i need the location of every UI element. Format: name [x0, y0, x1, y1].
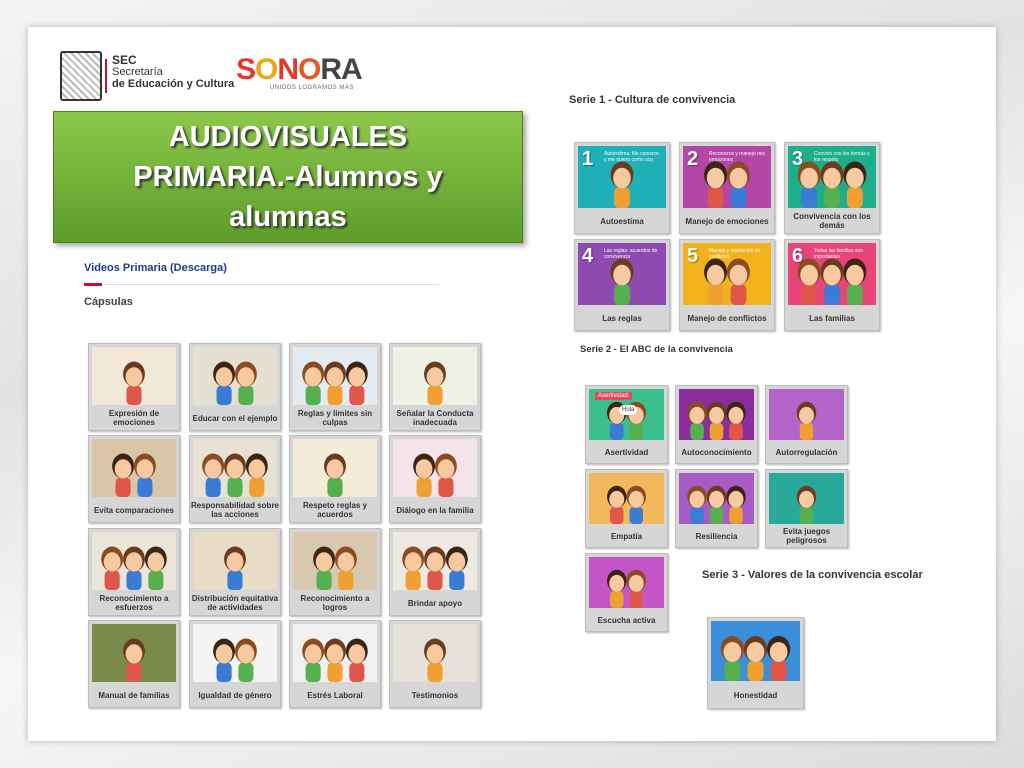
thumbnail-illustration [193, 532, 277, 590]
thumbnail [683, 243, 771, 305]
serie2-tile[interactable] [765, 385, 848, 464]
thumbnail-illustration [293, 439, 377, 497]
tile-label: Manejo de emociones [685, 216, 769, 226]
tile-label: Manejo de conflictos [687, 313, 767, 323]
thumbnail-illustration [393, 532, 477, 590]
capsula-tile[interactable] [289, 343, 381, 431]
thumbnail-illustration [769, 389, 844, 440]
episode-tagline: Manejo y resolución de conflictos [709, 248, 761, 260]
capsula-tile[interactable] [289, 528, 381, 616]
serie2-tile[interactable] [675, 469, 758, 548]
thumbnail-illustration [589, 557, 664, 608]
thumbnail [679, 473, 754, 524]
thumbnail-illustration [679, 473, 754, 524]
divider [84, 284, 439, 285]
slide [28, 27, 996, 741]
thumbnail [393, 347, 477, 405]
tile-label: Las reglas [602, 313, 642, 323]
episode-tagline: Reconozco y manejo mis emociones [709, 151, 765, 163]
thumbnail [578, 243, 666, 305]
thumbnail-illustration [92, 439, 176, 497]
serie1-tile[interactable] [574, 142, 670, 234]
thumbnail [788, 146, 876, 208]
episode-number: 1 [582, 148, 594, 170]
episode-number: 6 [792, 245, 804, 267]
title-line-1: AUDIOVISUALES [168, 121, 408, 153]
tile-label: Responsabilidad sobre las acciones [190, 501, 280, 519]
tile-label: Diálogo en la familia [396, 505, 474, 515]
tile-label: Igualdad de género [198, 690, 272, 700]
title-line-2: PRIMARIA.-Alumnos y [133, 161, 443, 193]
thumbnail [769, 389, 844, 440]
thumbnail [393, 439, 477, 497]
title-banner [53, 111, 523, 243]
tile-label: Testimonios [411, 690, 459, 700]
thumbnail-illustration [679, 389, 754, 440]
thumbnail-illustration [293, 532, 377, 590]
capsula-tile[interactable] [289, 620, 381, 708]
capsula-tile[interactable] [88, 620, 180, 708]
tile-label: Convivencia con los demás [793, 212, 871, 230]
speech-bubble: Hola [619, 405, 637, 415]
tile-label: Honestidad [733, 690, 778, 700]
serie2-tile[interactable] [585, 553, 668, 632]
thumbnail [293, 347, 377, 405]
tile-label: Reconocimiento a esfuerzos [99, 594, 169, 612]
thumbnail-illustration [711, 621, 800, 681]
sonora-tagline: UNIDOS LOGRAMOS MÁS [270, 85, 354, 91]
thumbnail-illustration [193, 624, 277, 682]
tile-label: Resiliencia [695, 531, 738, 541]
capsula-tile[interactable] [289, 435, 381, 523]
thumbnail-illustration [193, 347, 277, 405]
tile-label: Autorregulación [775, 447, 838, 457]
active-indicator [84, 283, 102, 286]
thumbnail-illustration [293, 347, 377, 405]
videos-primaria-link[interactable]: Videos Primaria (Descarga) [84, 262, 227, 274]
serie3-heading: Serie 3 - Valores de la convivencia escolar [702, 569, 923, 581]
sec-logo-text: SEC Secretaría de Educación y Cultura [112, 53, 235, 90]
capsulas-heading: Cápsulas [84, 296, 133, 308]
serie2-tile[interactable] [585, 385, 668, 464]
thumbnail [589, 557, 664, 608]
thumbnail-illustration [92, 347, 176, 405]
thumbnail [788, 243, 876, 305]
thumbnail [589, 473, 664, 524]
tile-label: Evita comparaciones [93, 505, 175, 515]
logo-divider [105, 59, 107, 93]
tile-label: Brindar apoyo [407, 598, 463, 608]
thumbnail-illustration [193, 439, 277, 497]
thumbnail [193, 624, 277, 682]
capsula-tile[interactable] [389, 620, 481, 708]
tile-label: Autoestima [600, 216, 644, 226]
thumbnail-illustration [92, 624, 176, 682]
thumbnail [769, 473, 844, 524]
capsula-tile[interactable] [189, 528, 281, 616]
thumbnail [193, 439, 277, 497]
tile-label: Reglas y límites sin culpas [297, 409, 373, 427]
tile-label: Asertividad [604, 447, 649, 457]
tile-label: Distribución equitativa de actividades [191, 594, 279, 612]
capsula-tile[interactable] [389, 435, 481, 523]
thumbnail [711, 621, 800, 681]
thumbnail [578, 146, 666, 208]
thumbnail-illustration [589, 473, 664, 524]
thumbnail-illustration [393, 439, 477, 497]
thumbnail [293, 439, 377, 497]
capsula-tile[interactable] [189, 435, 281, 523]
thumbnail [193, 532, 277, 590]
sec-seal-logo [60, 51, 102, 101]
thumbnail [193, 347, 277, 405]
capsula-tile[interactable] [189, 343, 281, 431]
thumbnail [293, 532, 377, 590]
serie1-heading: Serie 1 - Cultura de convivencia [569, 94, 736, 106]
thumbnail [683, 146, 771, 208]
tile-label: Evita juegos peligrosos [782, 527, 831, 545]
thumbnail-illustration [393, 347, 477, 405]
serie1-tile[interactable] [679, 239, 775, 331]
serie1-tile[interactable] [574, 239, 670, 331]
tile-label: Educar con el ejemplo [192, 413, 278, 423]
tile-label: Señalar la Conducta inadecuada [396, 409, 474, 427]
tile-label: Reconocimiento a logros [300, 594, 370, 612]
serie1-tile[interactable] [784, 142, 880, 234]
thumbnail [92, 532, 176, 590]
serie2-tile[interactable] [675, 385, 758, 464]
thumbnail-illustration [393, 624, 477, 682]
episode-tagline: Convivo con los demás y los respeto [814, 151, 870, 163]
episode-tagline: Las reglas: acuerdos de convivencia [604, 248, 658, 260]
serie2-tile[interactable] [585, 469, 668, 548]
badge: Asertividad: [595, 392, 632, 400]
serie2-heading: Serie 2 - El ABC de la convivencia [580, 344, 733, 355]
thumbnail [589, 389, 664, 440]
thumbnail [679, 389, 754, 440]
capsula-tile[interactable] [88, 343, 180, 431]
serie1-tile[interactable] [784, 239, 880, 331]
tile-label: Manual de familias [98, 690, 170, 700]
tile-label: Escucha activa [597, 615, 656, 625]
thumbnail [92, 439, 176, 497]
episode-number: 3 [792, 148, 804, 170]
thumbnail-illustration [92, 532, 176, 590]
tile-label: Las familias [809, 313, 855, 323]
episode-tagline: Autoestima. Me conozco y me quiero como soy. [604, 151, 659, 163]
thumbnail-illustration [293, 624, 377, 682]
serie3-tile[interactable] [707, 617, 804, 709]
episode-number: 5 [687, 245, 699, 267]
thumbnail-illustration [769, 473, 844, 524]
serie1-tile[interactable] [679, 142, 775, 234]
capsula-tile[interactable] [88, 528, 180, 616]
episode-number: 2 [687, 148, 699, 170]
thumbnail [393, 532, 477, 590]
thumbnail [92, 624, 176, 682]
capsula-tile[interactable] [88, 435, 180, 523]
tile-label: Expresión de emociones [108, 409, 160, 427]
episode-number: 4 [582, 245, 594, 267]
title-line-3: alumnas [229, 201, 347, 233]
thumbnail [393, 624, 477, 682]
serie2-tile[interactable] [765, 469, 848, 548]
tile-label: Estrés Laboral [307, 690, 363, 700]
tile-label: Autoconocimiento [681, 447, 752, 457]
tile-label: Respeto reglas y acuerdos [302, 501, 368, 519]
thumbnail [92, 347, 176, 405]
sonora-logo: SONORA [236, 53, 362, 86]
thumbnail [293, 624, 377, 682]
episode-tagline: Todas las familias son importantes [814, 248, 863, 260]
capsula-tile[interactable] [389, 343, 481, 431]
capsula-tile[interactable] [189, 620, 281, 708]
tile-label: Empatía [610, 531, 643, 541]
capsula-tile[interactable] [389, 528, 481, 616]
